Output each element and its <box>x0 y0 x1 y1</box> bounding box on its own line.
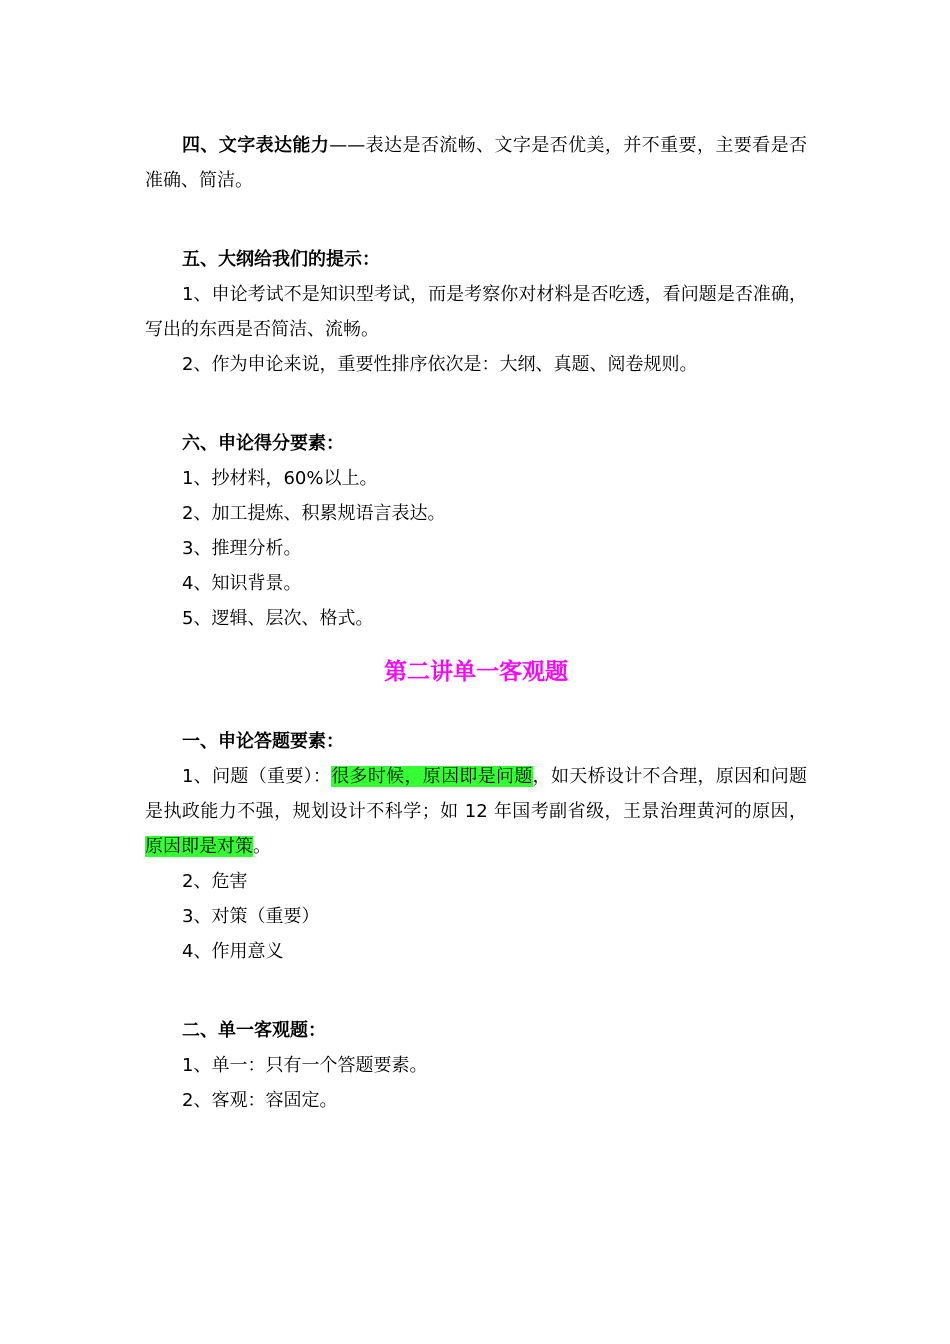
section5-item-2: 2、作为申论来说，重要性排序依次是：大纲、真题、阅卷规则。 <box>182 354 698 375</box>
part1-item-3: 3、对策（重要） <box>182 906 320 927</box>
section4-text: ——表达是否流畅、文字是否优美，并不重要，主要看是否准确、简洁。 <box>145 135 807 191</box>
section6-item-5: 5、逻辑、层次、格式。 <box>182 608 374 629</box>
section6-item-4: 4、知识背景。 <box>182 573 302 594</box>
spacer <box>145 692 807 724</box>
part2-title: 二、单一客观题： <box>182 1020 326 1041</box>
part1-item-1-suffix: 。 <box>253 836 271 857</box>
highlight-text: 原因即是对策 <box>145 836 253 857</box>
spacer <box>145 636 807 652</box>
part1-item-1-middle: ，如天桥设计不合理，原因和问题是执政能力不强，规划设计不科学；如 12 年国考副省级，王景治理黄河的原因， <box>145 766 808 822</box>
highlight-text: 很多时候，原因即是问题 <box>331 766 533 787</box>
part2-item-2: 2、客观：容固定。 <box>182 1090 338 1111</box>
section4-title: 四、文字表达能力 <box>182 135 330 156</box>
document-page <box>145 128 807 1118</box>
spacer <box>145 198 807 242</box>
part1-item-1-prefix: 1、问题（重要）： <box>182 766 332 787</box>
section6-item-1: 1、抄材料，60%以上。 <box>182 468 378 489</box>
part1-item-4: 4、作用意义 <box>182 941 284 962</box>
spacer <box>145 382 807 426</box>
section6-title: 六、申论得分要素： <box>182 433 344 454</box>
section6-item-3: 3、推理分析。 <box>182 538 302 559</box>
part1-item-2: 2、危害 <box>182 871 248 892</box>
part2-item-1: 1、单一：只有一个答题要素。 <box>182 1055 428 1076</box>
part1-title: 一、申论答题要素： <box>182 731 344 752</box>
section6-item-2: 2、加工提炼、积累规语言表达。 <box>182 503 446 524</box>
section5-title: 五、大纲给我们的提示： <box>182 249 380 270</box>
chapter-title: 第二讲单一客观题 <box>384 659 568 685</box>
spacer <box>145 969 807 1013</box>
part1-item-1 <box>145 759 807 864</box>
section4-paragraph <box>145 128 807 198</box>
section5-item-1: 1、申论考试不是知识型考试，而是考察你对材料是否吃透，看问题是否准确，写出的东西是否简洁、流畅。 <box>145 284 807 340</box>
